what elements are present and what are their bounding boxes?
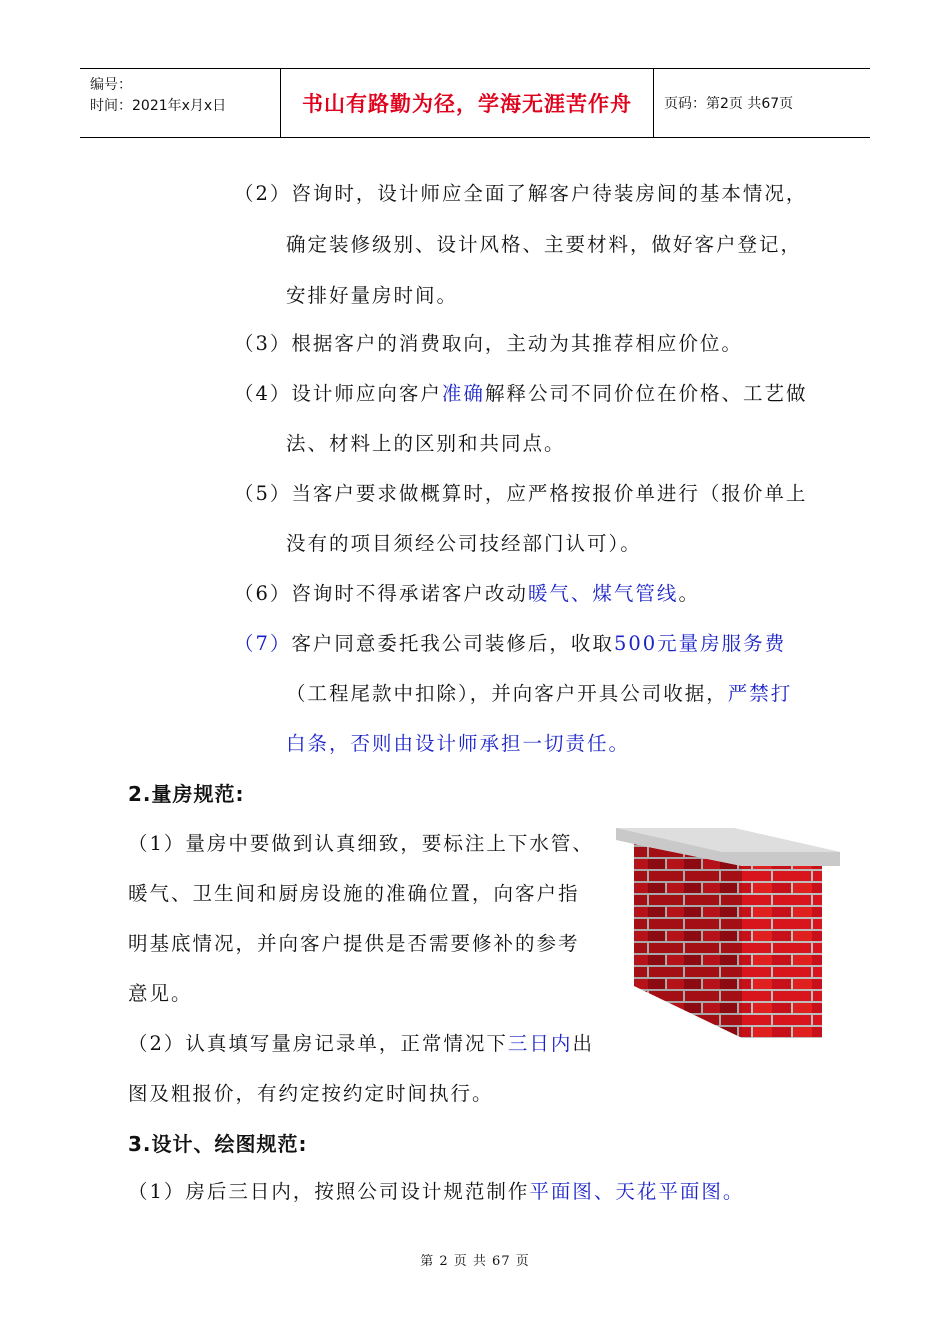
item-7-line-3: 白条，否则由设计师承担一切责任。 bbox=[286, 732, 631, 755]
brick-wall-illustration bbox=[612, 822, 844, 1040]
item-2-line-1: （2）咨询时，设计师应全面了解客户待装房间的基本情况， bbox=[234, 182, 808, 205]
item-7-text-b: 客户同意委托我公司装修后，收取 bbox=[291, 632, 614, 655]
page-header bbox=[80, 68, 870, 138]
s2-item-2-text-a: （2）认真填写量房记录单，正常情况下 bbox=[128, 1032, 508, 1055]
document-date: 时间：2021年x月x日 bbox=[90, 98, 227, 114]
item-5-line-1: （5）当客户要求做概算时，应严格按报价单进行（报价单上 bbox=[234, 482, 808, 505]
item-5-line-2: 没有的项目须经公司技经部门认可）。 bbox=[286, 532, 642, 555]
section-2-heading: 2.量房规范: bbox=[128, 782, 245, 806]
page-footer: 第 2 页 共 67 页 bbox=[420, 1254, 530, 1269]
item-4-text-a: （4）设计师应向客户 bbox=[234, 382, 442, 405]
item-7-fee-highlight: 500元量房服务费 bbox=[613, 632, 787, 655]
s3-item-1-highlight: 平面图、天花平面图。 bbox=[529, 1180, 745, 1203]
wall-front-face bbox=[742, 866, 822, 1038]
s2-item-2-line-1 bbox=[128, 1028, 594, 1056]
section-3-heading: 3.设计、绘图规范: bbox=[128, 1132, 308, 1156]
item-6-highlight: 暖气、煤气管线 bbox=[527, 582, 679, 605]
header-meta bbox=[80, 69, 281, 137]
item-6-line-1 bbox=[234, 578, 700, 606]
s3-item-1-text-a: （1）房后三日内，按照公司设计规范制作 bbox=[128, 1180, 530, 1203]
s2-item-2-highlight: 三日内 bbox=[507, 1032, 573, 1055]
item-4-line-2: 法、材料上的区别和共同点。 bbox=[286, 432, 566, 455]
item-6-text-c: 。 bbox=[678, 582, 700, 605]
item-7-text-2b: 严禁打 bbox=[727, 682, 793, 705]
s2-item-1-line-2: 暖气、卫生间和厨房设施的准确位置，向客户指 bbox=[128, 882, 580, 905]
item-7-line-1 bbox=[234, 628, 786, 656]
item-6-text-a: （6）咨询时不得承诺客户改动 bbox=[234, 582, 528, 605]
s2-item-2-line-2: 图及粗报价，有约定按约定时间执行。 bbox=[128, 1082, 494, 1105]
header-motto: 书山有路勤为径，学海无涯苦作舟 bbox=[281, 69, 654, 137]
s2-item-1-line-1: （1）量房中要做到认真细致，要标注上下水管、 bbox=[128, 832, 594, 855]
item-4-text-c: 解释公司不同价位在价格、工艺做 bbox=[484, 382, 808, 405]
wall-side-face bbox=[634, 844, 742, 1038]
item-4-highlight: 准确 bbox=[441, 382, 485, 405]
item-4-line-1 bbox=[234, 378, 807, 406]
item-7-line-2 bbox=[286, 678, 792, 706]
s2-item-1-line-3: 明基底情况，并向客户提供是否需要修补的参考 bbox=[128, 932, 580, 955]
item-7-text-2a: （工程尾款中扣除），并向客户开具公司收据， bbox=[286, 682, 728, 705]
s3-item-1-line-1 bbox=[128, 1176, 744, 1204]
item-2-line-2: 确定装修级别、设计风格、主要材料，做好客户登记， bbox=[286, 233, 803, 256]
document-number: 编号： bbox=[90, 77, 132, 93]
s2-item-2-text-c: 出 bbox=[572, 1032, 594, 1055]
s2-item-1-line-4: 意见。 bbox=[128, 982, 193, 1005]
header-page-info: 页码：第2页 共67页 bbox=[664, 96, 794, 112]
item-2-line-3: 安排好量房时间。 bbox=[286, 284, 459, 307]
item-3-line-1: （3）根据客户的消费取向，主动为其推荐相应价位。 bbox=[234, 332, 743, 355]
item-7-number: （7） bbox=[234, 632, 292, 655]
